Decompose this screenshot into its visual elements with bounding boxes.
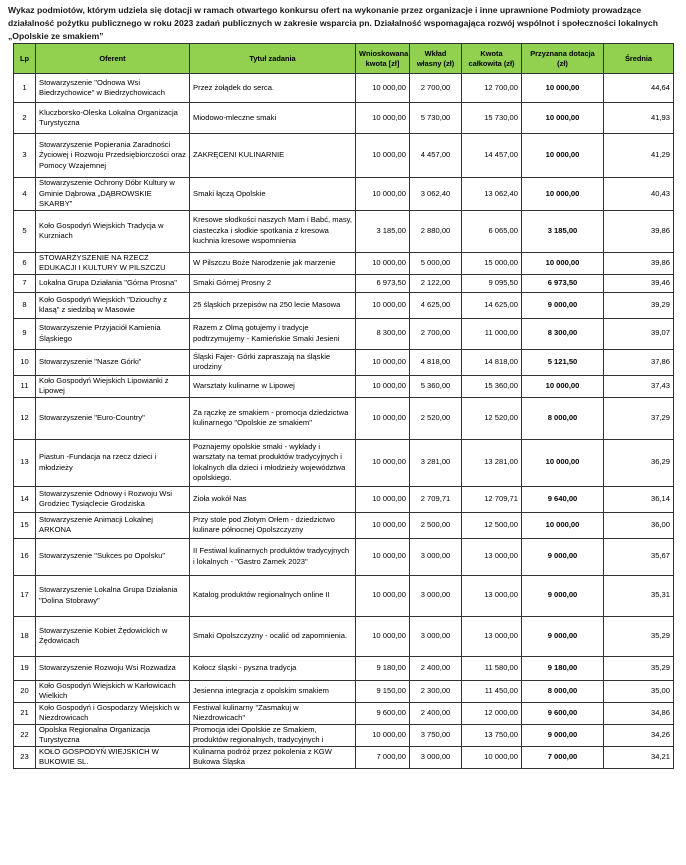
- cell-oferent: KOŁO GOSPODYŃ WIEJSKICH W BUKOWIE SL.: [36, 746, 190, 768]
- cell-przyznana: 9 000,00: [522, 538, 604, 575]
- cell-srednia: 34,21: [604, 746, 674, 768]
- cell-przyznana: 9 000,00: [522, 575, 604, 616]
- col-header-wnioskowana: Wnioskowana kwota [zł]: [356, 44, 410, 74]
- cell-calkowita: 13 000,00: [462, 538, 522, 575]
- cell-srednia: 39,86: [604, 252, 674, 274]
- table-row: [14, 252, 674, 274]
- cell-tytul: Poznajemy opolskie smaki - wykłady i warsztaty na temat produktów tradycyjnych i lokalnych dla dzieci i młodzieży województwa opolskiego.: [190, 439, 356, 486]
- cell-oferent: Stowarzyszenie "Euro-Country": [36, 397, 190, 439]
- cell-wklad: 4 625,00: [410, 292, 462, 318]
- col-header-lp: Lp: [14, 44, 36, 74]
- cell-lp: 19: [14, 656, 36, 680]
- cell-przyznana: 8 000,00: [522, 680, 604, 702]
- cell-wnioskowana: 9 150,00: [356, 680, 410, 702]
- cell-calkowita: 12 709,71: [462, 486, 522, 512]
- cell-przyznana: 10 000,00: [522, 439, 604, 486]
- cell-wklad: 3 062,40: [410, 178, 462, 211]
- page-title: Wykaz podmiotów, którym udziela się dotacji w ramach otwartego konkursu ofert na wykonanie przez organizacje i inne uprawnione Podmioty prowadzące działalność pożytku publicznego w roku 2023 zadań publicznych w zakresie wsparcia pn. Działalność wspomagająca rozwój wspólnot i społeczności lokalnych „Opolskie ze smakiem”: [8, 5, 658, 41]
- cell-tytul: Przez żołądek do serca.: [190, 74, 356, 103]
- cell-oferent: STOWARZYSZENIE NA RZECZ EDUKACJI I KULTURY W PILSZCZU: [36, 252, 190, 274]
- cell-wnioskowana: 9 600,00: [356, 702, 410, 724]
- cell-wnioskowana: 10 000,00: [356, 178, 410, 211]
- cell-wnioskowana: 10 000,00: [356, 252, 410, 274]
- cell-przyznana: 9 000,00: [522, 292, 604, 318]
- cell-lp: 11: [14, 375, 36, 397]
- cell-tytul: Śląski Fajer- Górki zapraszają na śląskie urodziny: [190, 349, 356, 375]
- cell-oferent: Opolska Regionalna Organizacja Turystyczna: [36, 724, 190, 746]
- cell-lp: 9: [14, 318, 36, 349]
- cell-lp: 5: [14, 210, 36, 252]
- cell-wnioskowana: 10 000,00: [356, 439, 410, 486]
- cell-lp: 21: [14, 702, 36, 724]
- table-row: [14, 680, 674, 702]
- cell-przyznana: 10 000,00: [522, 252, 604, 274]
- table-row: [14, 746, 674, 768]
- cell-calkowita: 15 360,00: [462, 375, 522, 397]
- table-row: [14, 397, 674, 439]
- cell-tytul: Warsztaty kulinarne w Lipowej: [190, 375, 356, 397]
- cell-oferent: Stowarzyszenie Odnowy i Rozwoju Wsi Grodziec Tysiąclecie Grodziska: [36, 486, 190, 512]
- table-row: [14, 439, 674, 486]
- cell-wklad: 5 000,00: [410, 252, 462, 274]
- table-row: [14, 210, 674, 252]
- cell-calkowita: 15 000,00: [462, 252, 522, 274]
- cell-przyznana: 8 300,00: [522, 318, 604, 349]
- cell-wklad: 2 122,00: [410, 274, 462, 292]
- grants-table: [13, 43, 674, 769]
- table-row: [14, 103, 674, 134]
- cell-wnioskowana: 3 185,00: [356, 210, 410, 252]
- cell-srednia: 35,29: [604, 616, 674, 656]
- cell-wnioskowana: 10 000,00: [356, 724, 410, 746]
- cell-lp: 2: [14, 103, 36, 134]
- cell-lp: 15: [14, 512, 36, 538]
- cell-oferent: Koło Gospodyń Wiejskich "Dziouchy z klasą" z siedzibą w Masowie: [36, 292, 190, 318]
- cell-tytul: Za rączkę ze smakiem - promocja dziedzictwa kulinarnego "Opolskie ze smakiem": [190, 397, 356, 439]
- cell-lp: 23: [14, 746, 36, 768]
- cell-wnioskowana: 10 000,00: [356, 616, 410, 656]
- cell-przyznana: 3 185,00: [522, 210, 604, 252]
- cell-oferent: Stowarzyszenie Popierania Zaradności Życiowej i Rozwoju Przedsiębiorczości oraz Pomocy Wzajemnej: [36, 134, 190, 178]
- cell-przyznana: 6 973,50: [522, 274, 604, 292]
- cell-wnioskowana: 10 000,00: [356, 538, 410, 575]
- cell-wklad: 3 000,00: [410, 538, 462, 575]
- cell-przyznana: 10 000,00: [522, 74, 604, 103]
- cell-przyznana: 9 000,00: [522, 616, 604, 656]
- cell-srednia: 40,43: [604, 178, 674, 211]
- cell-wklad: 2 400,00: [410, 702, 462, 724]
- cell-lp: 7: [14, 274, 36, 292]
- cell-srednia: 36,29: [604, 439, 674, 486]
- table-row: [14, 538, 674, 575]
- cell-wnioskowana: 10 000,00: [356, 349, 410, 375]
- table-header-row: [14, 44, 674, 74]
- cell-oferent: Kluczborsko-Oleska Lokalna Organizacja Turystyczna: [36, 103, 190, 134]
- cell-calkowita: 14 625,00: [462, 292, 522, 318]
- cell-wklad: 3 000,00: [410, 616, 462, 656]
- cell-lp: 12: [14, 397, 36, 439]
- cell-przyznana: 10 000,00: [522, 103, 604, 134]
- cell-oferent: Stowarzyszenie Przyjaciół Kamienia Śląskiego: [36, 318, 190, 349]
- cell-srednia: 39,07: [604, 318, 674, 349]
- cell-przyznana: 10 000,00: [522, 375, 604, 397]
- cell-wklad: 2 520,00: [410, 397, 462, 439]
- cell-calkowita: 11 580,00: [462, 656, 522, 680]
- cell-wnioskowana: 10 000,00: [356, 486, 410, 512]
- cell-srednia: 44,64: [604, 74, 674, 103]
- table-row: [14, 375, 674, 397]
- col-header-przyznana: Przyznana dotacja (zł): [522, 44, 604, 74]
- cell-tytul: Smaki Górnej Prosny 2: [190, 274, 356, 292]
- cell-wklad: 4 457,00: [410, 134, 462, 178]
- table-row: [14, 656, 674, 680]
- cell-wklad: 2 700,00: [410, 318, 462, 349]
- cell-srednia: 39,46: [604, 274, 674, 292]
- cell-przyznana: 7 000,00: [522, 746, 604, 768]
- cell-wnioskowana: 10 000,00: [356, 74, 410, 103]
- cell-wklad: 2 880,00: [410, 210, 462, 252]
- cell-tytul: Miodowo-mleczne smaki: [190, 103, 356, 134]
- cell-srednia: 41,93: [604, 103, 674, 134]
- table-row: [14, 74, 674, 103]
- cell-srednia: 37,86: [604, 349, 674, 375]
- cell-tytul: Promocja idei Opolskie ze Smakiem, produktów regionalnych, tradycyjnych i: [190, 724, 356, 746]
- cell-wnioskowana: 9 180,00: [356, 656, 410, 680]
- cell-lp: 18: [14, 616, 36, 656]
- cell-wnioskowana: 10 000,00: [356, 512, 410, 538]
- cell-oferent: Piastun -Fundacja na rzecz dzieci i młodzieży: [36, 439, 190, 486]
- cell-przyznana: 10 000,00: [522, 512, 604, 538]
- cell-oferent: Koło Gospodyń i Gospodarzy Wiejskich w Niezdrowicach: [36, 702, 190, 724]
- cell-calkowita: 12 000,00: [462, 702, 522, 724]
- cell-przyznana: 9 000,00: [522, 724, 604, 746]
- cell-calkowita: 13 062,40: [462, 178, 522, 211]
- cell-wklad: 2 709,71: [410, 486, 462, 512]
- cell-oferent: Stowarzyszenie Kobiet Żędowickich w Żędowicach: [36, 616, 190, 656]
- cell-przyznana: 5 121,50: [522, 349, 604, 375]
- col-header-oferent: Oferent: [36, 44, 190, 74]
- cell-lp: 20: [14, 680, 36, 702]
- cell-lp: 22: [14, 724, 36, 746]
- cell-wklad: 3 000,00: [410, 575, 462, 616]
- cell-oferent: Koło Gospodyń Wiejskich w Karłowicach Wielkich: [36, 680, 190, 702]
- cell-srednia: 37,29: [604, 397, 674, 439]
- cell-wnioskowana: 8 300,00: [356, 318, 410, 349]
- cell-przyznana: 9 600,00: [522, 702, 604, 724]
- cell-wklad: 3 750,00: [410, 724, 462, 746]
- cell-lp: 1: [14, 74, 36, 103]
- table-row: [14, 292, 674, 318]
- table-row: [14, 349, 674, 375]
- cell-lp: 3: [14, 134, 36, 178]
- cell-srednia: 39,86: [604, 210, 674, 252]
- cell-calkowita: 13 000,00: [462, 575, 522, 616]
- cell-calkowita: 10 000,00: [462, 746, 522, 768]
- cell-oferent: Stowarzyszenie "Odnowa Wsi Biedrzychowice" w Biedrzychowicach: [36, 74, 190, 103]
- table-row: [14, 178, 674, 211]
- cell-srednia: 41,29: [604, 134, 674, 178]
- cell-calkowita: 13 000,00: [462, 616, 522, 656]
- table-row: [14, 702, 674, 724]
- cell-calkowita: 13 281,00: [462, 439, 522, 486]
- cell-przyznana: 9 180,00: [522, 656, 604, 680]
- cell-tytul: II Festiwal kulinarnych produktów tradycyjnych i lokalnych - "Gastro Zamek 2023": [190, 538, 356, 575]
- cell-calkowita: 12 520,00: [462, 397, 522, 439]
- cell-tytul: Festiwal kulinarny "Zasmakuj w Niezdrowicach": [190, 702, 356, 724]
- cell-wklad: 3 000,00: [410, 746, 462, 768]
- cell-oferent: Stowarzyszenie Rozwoju Wsi Rozwadza: [36, 656, 190, 680]
- cell-tytul: Smaki Opolszczyzny - ocalić od zapomnienia.: [190, 616, 356, 656]
- cell-tytul: Smaki łączą Opolskie: [190, 178, 356, 211]
- cell-przyznana: 8 000,00: [522, 397, 604, 439]
- cell-calkowita: 6 065,00: [462, 210, 522, 252]
- cell-oferent: Koło Gospodyń Wiejskich Lipowianki z Lipowej: [36, 375, 190, 397]
- cell-calkowita: 12 700,00: [462, 74, 522, 103]
- cell-lp: 4: [14, 178, 36, 211]
- cell-tytul: W Pilszczu Boże Narodzenie jak marzenie: [190, 252, 356, 274]
- table-row: [14, 318, 674, 349]
- cell-tytul: Przy stole pod Złotym Orłem - dziedzictwo kulinare północnej Opolszczyzny: [190, 512, 356, 538]
- cell-wklad: 5 360,00: [410, 375, 462, 397]
- cell-tytul: Jesienna integracja z opolskim smakiem: [190, 680, 356, 702]
- cell-oferent: Stowarzyszenie "Sukces po Opolsku": [36, 538, 190, 575]
- table-row: [14, 486, 674, 512]
- cell-calkowita: 14 457,00: [462, 134, 522, 178]
- cell-srednia: 39,29: [604, 292, 674, 318]
- cell-oferent: Lokalna Grupa Działania "Górna Prosna": [36, 274, 190, 292]
- cell-lp: 14: [14, 486, 36, 512]
- cell-lp: 10: [14, 349, 36, 375]
- cell-wnioskowana: 10 000,00: [356, 575, 410, 616]
- cell-wklad: 4 818,00: [410, 349, 462, 375]
- cell-przyznana: 10 000,00: [522, 134, 604, 178]
- cell-lp: 13: [14, 439, 36, 486]
- cell-calkowita: 9 095,50: [462, 274, 522, 292]
- cell-wnioskowana: 10 000,00: [356, 397, 410, 439]
- cell-przyznana: 9 640,00: [522, 486, 604, 512]
- cell-wnioskowana: 10 000,00: [356, 375, 410, 397]
- cell-tytul: Kulinarna podróż przez pokolenia z KGW Bukowa Śląska: [190, 746, 356, 768]
- table-row: [14, 616, 674, 656]
- col-header-tytul: Tytuł zadania: [190, 44, 356, 74]
- cell-wnioskowana: 10 000,00: [356, 103, 410, 134]
- cell-calkowita: 13 750,00: [462, 724, 522, 746]
- cell-calkowita: 14 818,00: [462, 349, 522, 375]
- cell-oferent: Stowarzyszenie "Nasze Górki": [36, 349, 190, 375]
- table-row: [14, 512, 674, 538]
- cell-tytul: Razem z Olmą gotujemy i tradycje podtrzymujemy - Kamieńskie Smaki Jesieni: [190, 318, 356, 349]
- cell-srednia: 36,14: [604, 486, 674, 512]
- cell-srednia: 34,86: [604, 702, 674, 724]
- cell-wnioskowana: 10 000,00: [356, 134, 410, 178]
- cell-srednia: 35,29: [604, 656, 674, 680]
- table-row: [14, 134, 674, 178]
- cell-tytul: Kołocz śląski - pyszna tradycja: [190, 656, 356, 680]
- cell-przyznana: 10 000,00: [522, 178, 604, 211]
- cell-wklad: 2 400,00: [410, 656, 462, 680]
- cell-lp: 16: [14, 538, 36, 575]
- cell-tytul: Zioła wokół Nas: [190, 486, 356, 512]
- cell-lp: 17: [14, 575, 36, 616]
- cell-srednia: 35,00: [604, 680, 674, 702]
- cell-wnioskowana: 7 000,00: [356, 746, 410, 768]
- cell-wnioskowana: 10 000,00: [356, 292, 410, 318]
- table-row: [14, 724, 674, 746]
- table-row: [14, 274, 674, 292]
- col-header-wklad: Wkład własny (zł): [410, 44, 462, 74]
- col-header-srednia: Średnia: [604, 44, 674, 74]
- cell-lp: 8: [14, 292, 36, 318]
- cell-calkowita: 15 730,00: [462, 103, 522, 134]
- col-header-calkowita: Kwota całkowita (zł): [462, 44, 522, 74]
- cell-calkowita: 12 500,00: [462, 512, 522, 538]
- cell-tytul: Katalog produktów regionalnych online II: [190, 575, 356, 616]
- cell-calkowita: 11 000,00: [462, 318, 522, 349]
- cell-tytul: 25 śląskich przepisów na 250 lecie Masowa: [190, 292, 356, 318]
- cell-srednia: 35,31: [604, 575, 674, 616]
- cell-wklad: 2 500,00: [410, 512, 462, 538]
- cell-oferent: Stowarzyszenie Ochrony Dóbr Kultury w Gminie Dąbrowa „DĄBROWSKIE SKARBY”: [36, 178, 190, 211]
- cell-wklad: 2 300,00: [410, 680, 462, 702]
- cell-srednia: 35,67: [604, 538, 674, 575]
- cell-tytul: ZAKRĘCENI KULINARNIE: [190, 134, 356, 178]
- cell-tytul: Kresowe słodkości naszych Mam i Babć, masy, ciasteczka i słodkie spotkania z kresowa kuchnia kresowe wspomnienia: [190, 210, 356, 252]
- cell-lp: 6: [14, 252, 36, 274]
- table-row: [14, 575, 674, 616]
- cell-srednia: 36,00: [604, 512, 674, 538]
- cell-wklad: 3 281,00: [410, 439, 462, 486]
- cell-oferent: Stowarzyszenie Lokalna Grupa Działania "Dolina Stobrawy": [36, 575, 190, 616]
- cell-srednia: 37,43: [604, 375, 674, 397]
- cell-oferent: Koło Gospodyń Wiejskich Tradycja w Kurzniach: [36, 210, 190, 252]
- cell-wklad: 2 700,00: [410, 74, 462, 103]
- cell-wnioskowana: 6 973,50: [356, 274, 410, 292]
- cell-wklad: 5 730,00: [410, 103, 462, 134]
- cell-oferent: Stowarzyszenie Animacji Lokalnej ARKONA: [36, 512, 190, 538]
- cell-srednia: 34,26: [604, 724, 674, 746]
- cell-calkowita: 11 450,00: [462, 680, 522, 702]
